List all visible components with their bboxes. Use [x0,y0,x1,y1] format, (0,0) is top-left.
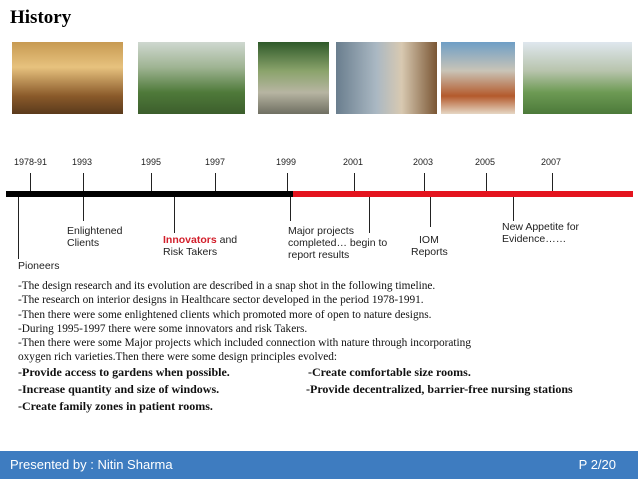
description-line: -The design research and its evolution are described in a snap shot in the following timeline. [18,280,436,292]
timeline-label-pioneers: Pioneers [18,260,60,272]
timeline-bar-past [6,191,293,197]
timeline-tick [513,197,514,221]
year-label: 1997 [205,157,226,167]
year-label: 1993 [72,157,93,167]
page-number: P 2/20 [578,457,616,472]
timeline-label-major-projects: Major projects completed… begin to report results [288,225,388,261]
description-line: -Then there were some Major projects which included connection with nature through incorporating [18,337,471,350]
timeline-tick [18,197,19,259]
atrium-photo [258,42,329,114]
timeline-tick [30,173,31,191]
year-label: 2001 [343,157,364,167]
timeline-tick [290,197,291,221]
description-text [18,279,628,416]
timeline-tick [151,173,152,191]
principles-row [18,365,628,382]
year-label: 2005 [475,157,496,167]
description-line: oxygen rich varieties.Then there were some design principles evolved: [18,351,338,364]
timeline-tick [430,197,431,227]
year-label: 2007 [541,157,562,167]
footer-bar [0,451,638,479]
description-line: -During 1995-1997 there were some innovators and risk Takers. [18,322,308,335]
timeline-tick [287,173,288,191]
timeline-tick [174,197,175,233]
principle-item: -Create comfortable size rooms. [308,364,471,379]
hospital-room-photo [336,42,437,114]
description-line: -The research on interior designs in Healthcare sector developed in the period 1978-1991. [18,294,424,307]
slide-title: History [10,7,72,28]
innovators-highlight: Innovators [163,234,217,246]
timeline-tick [424,173,425,191]
garden-courtyard-photo [138,42,245,114]
interior-corridor-photo [12,42,123,114]
year-label: 1999 [276,157,297,167]
presenter-text: Presented by : Nitin Sharma [10,457,173,472]
year-label: 2003 [413,157,434,167]
timeline-bar-recent [293,191,633,197]
garden-atrium-photo [523,42,632,114]
timeline-label-iom: IOM Reports [411,234,448,258]
year-label: 1995 [141,157,162,167]
timeline-tick [83,197,84,221]
year-label: 1978-91 [14,157,48,167]
principle-item: -Provide access to gardens when possible. [18,364,230,379]
principles-row [18,382,628,399]
principle-item: -Increase quantity and size of windows. [18,381,220,396]
timeline-tick [83,173,84,191]
timeline-label-new-appetite: New Appetite for Evidence…… [502,221,580,245]
timeline-label-enlightened: Enlightened Clients [67,225,123,249]
lobby-photo [441,42,515,114]
timeline-label-innovators: Innovators and Risk Takers [163,234,238,258]
principle-item: -Provide decentralized, barrier-free nursing stations [306,381,573,396]
principle-item: -Create family zones in patient rooms. [18,398,213,413]
timeline-tick [354,173,355,191]
principles-row [18,399,628,416]
description-line: -Then there were some enlightened clients which promoted more of open to nature designs. [18,308,432,321]
timeline-tick [215,173,216,191]
timeline-tick [552,173,553,191]
timeline-tick [486,173,487,191]
